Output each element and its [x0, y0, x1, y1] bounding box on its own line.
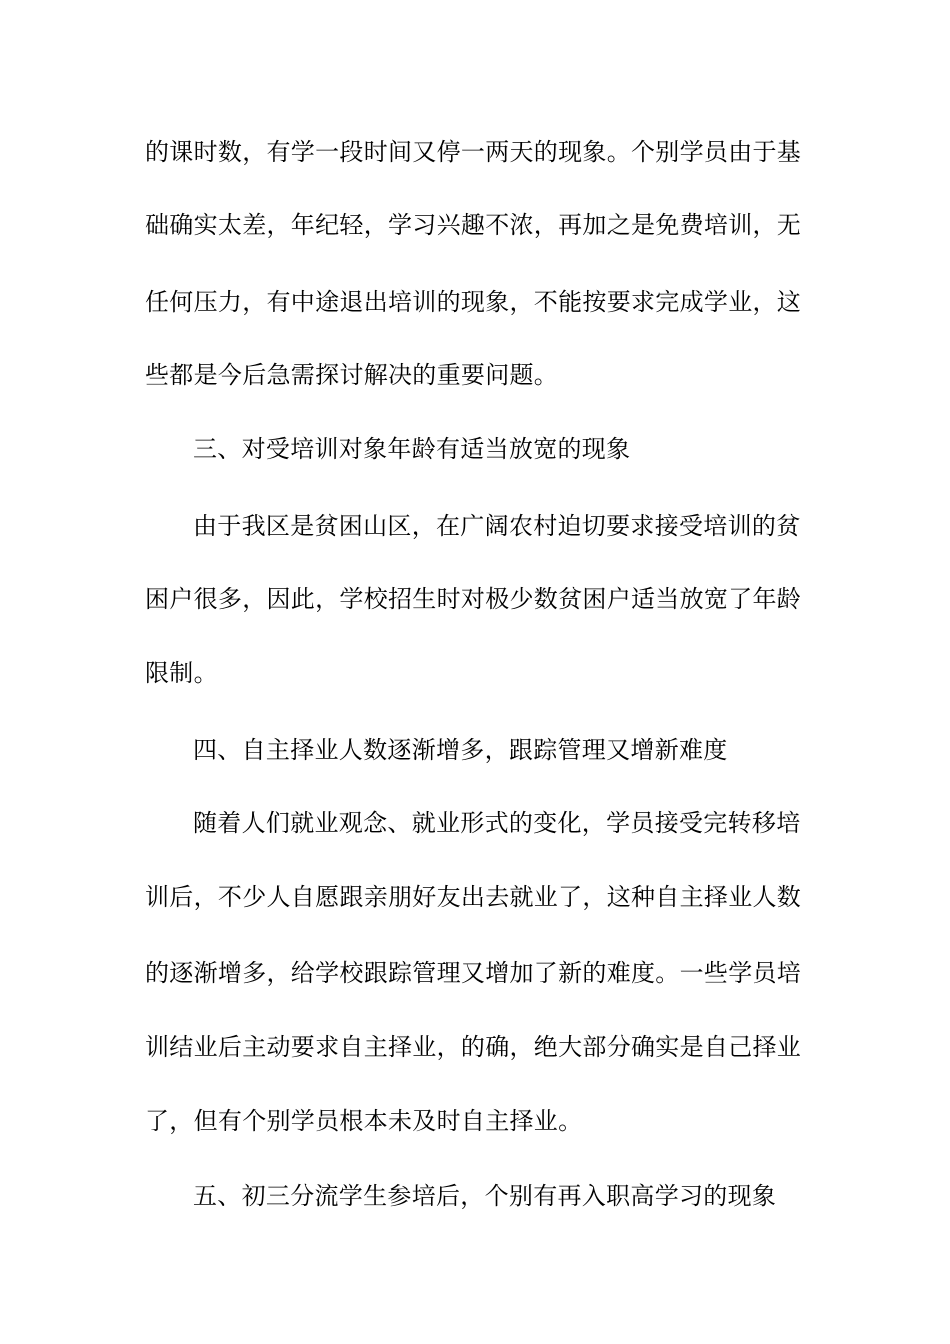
- paragraph-line: 的逐渐增多，给学校跟踪管理又增加了新的难度。一些学员培: [145, 959, 802, 987]
- section-heading: 四、自主择业人数逐渐增多，跟踪管理又增新难度: [193, 736, 728, 764]
- paragraph-line: 由于我区是贫困山区，在广阔农村迫切要求接受培训的贫: [193, 512, 801, 540]
- paragraph-line: 任何压力，有中途退出培训的现象，不能按要求完成学业，这: [145, 288, 802, 316]
- paragraph-line: 的课时数，有学一段时间又停一两天的现象。个别学员由于基: [145, 138, 802, 166]
- paragraph-line: 随着人们就业观念、就业形式的变化，学员接受完转移培: [193, 809, 801, 837]
- paragraph-line: 限制。: [145, 659, 218, 687]
- section-heading: 五、初三分流学生参培后，个别有再入职高学习的现象: [193, 1182, 777, 1210]
- paragraph-line: 困户很多，因此，学校招生时对极少数贫困户适当放宽了年龄: [145, 585, 802, 613]
- paragraph-line: 了，但有个别学员根本未及时自主择业。: [145, 1107, 583, 1135]
- paragraph-line: 训后，不少人自愿跟亲朋好友出去就业了，这种自主择业人数: [145, 883, 802, 911]
- paragraph-line: 训结业后主动要求自主择业，的确，绝大部分确实是自己择业: [145, 1033, 802, 1061]
- paragraph-line: 些都是今后急需探讨解决的重要问题。: [145, 361, 559, 389]
- section-heading: 三、对受培训对象年龄有适当放宽的现象: [193, 435, 631, 463]
- paragraph-line: 础确实太差，年纪轻，学习兴趣不浓，再加之是免费培训，无: [145, 211, 802, 239]
